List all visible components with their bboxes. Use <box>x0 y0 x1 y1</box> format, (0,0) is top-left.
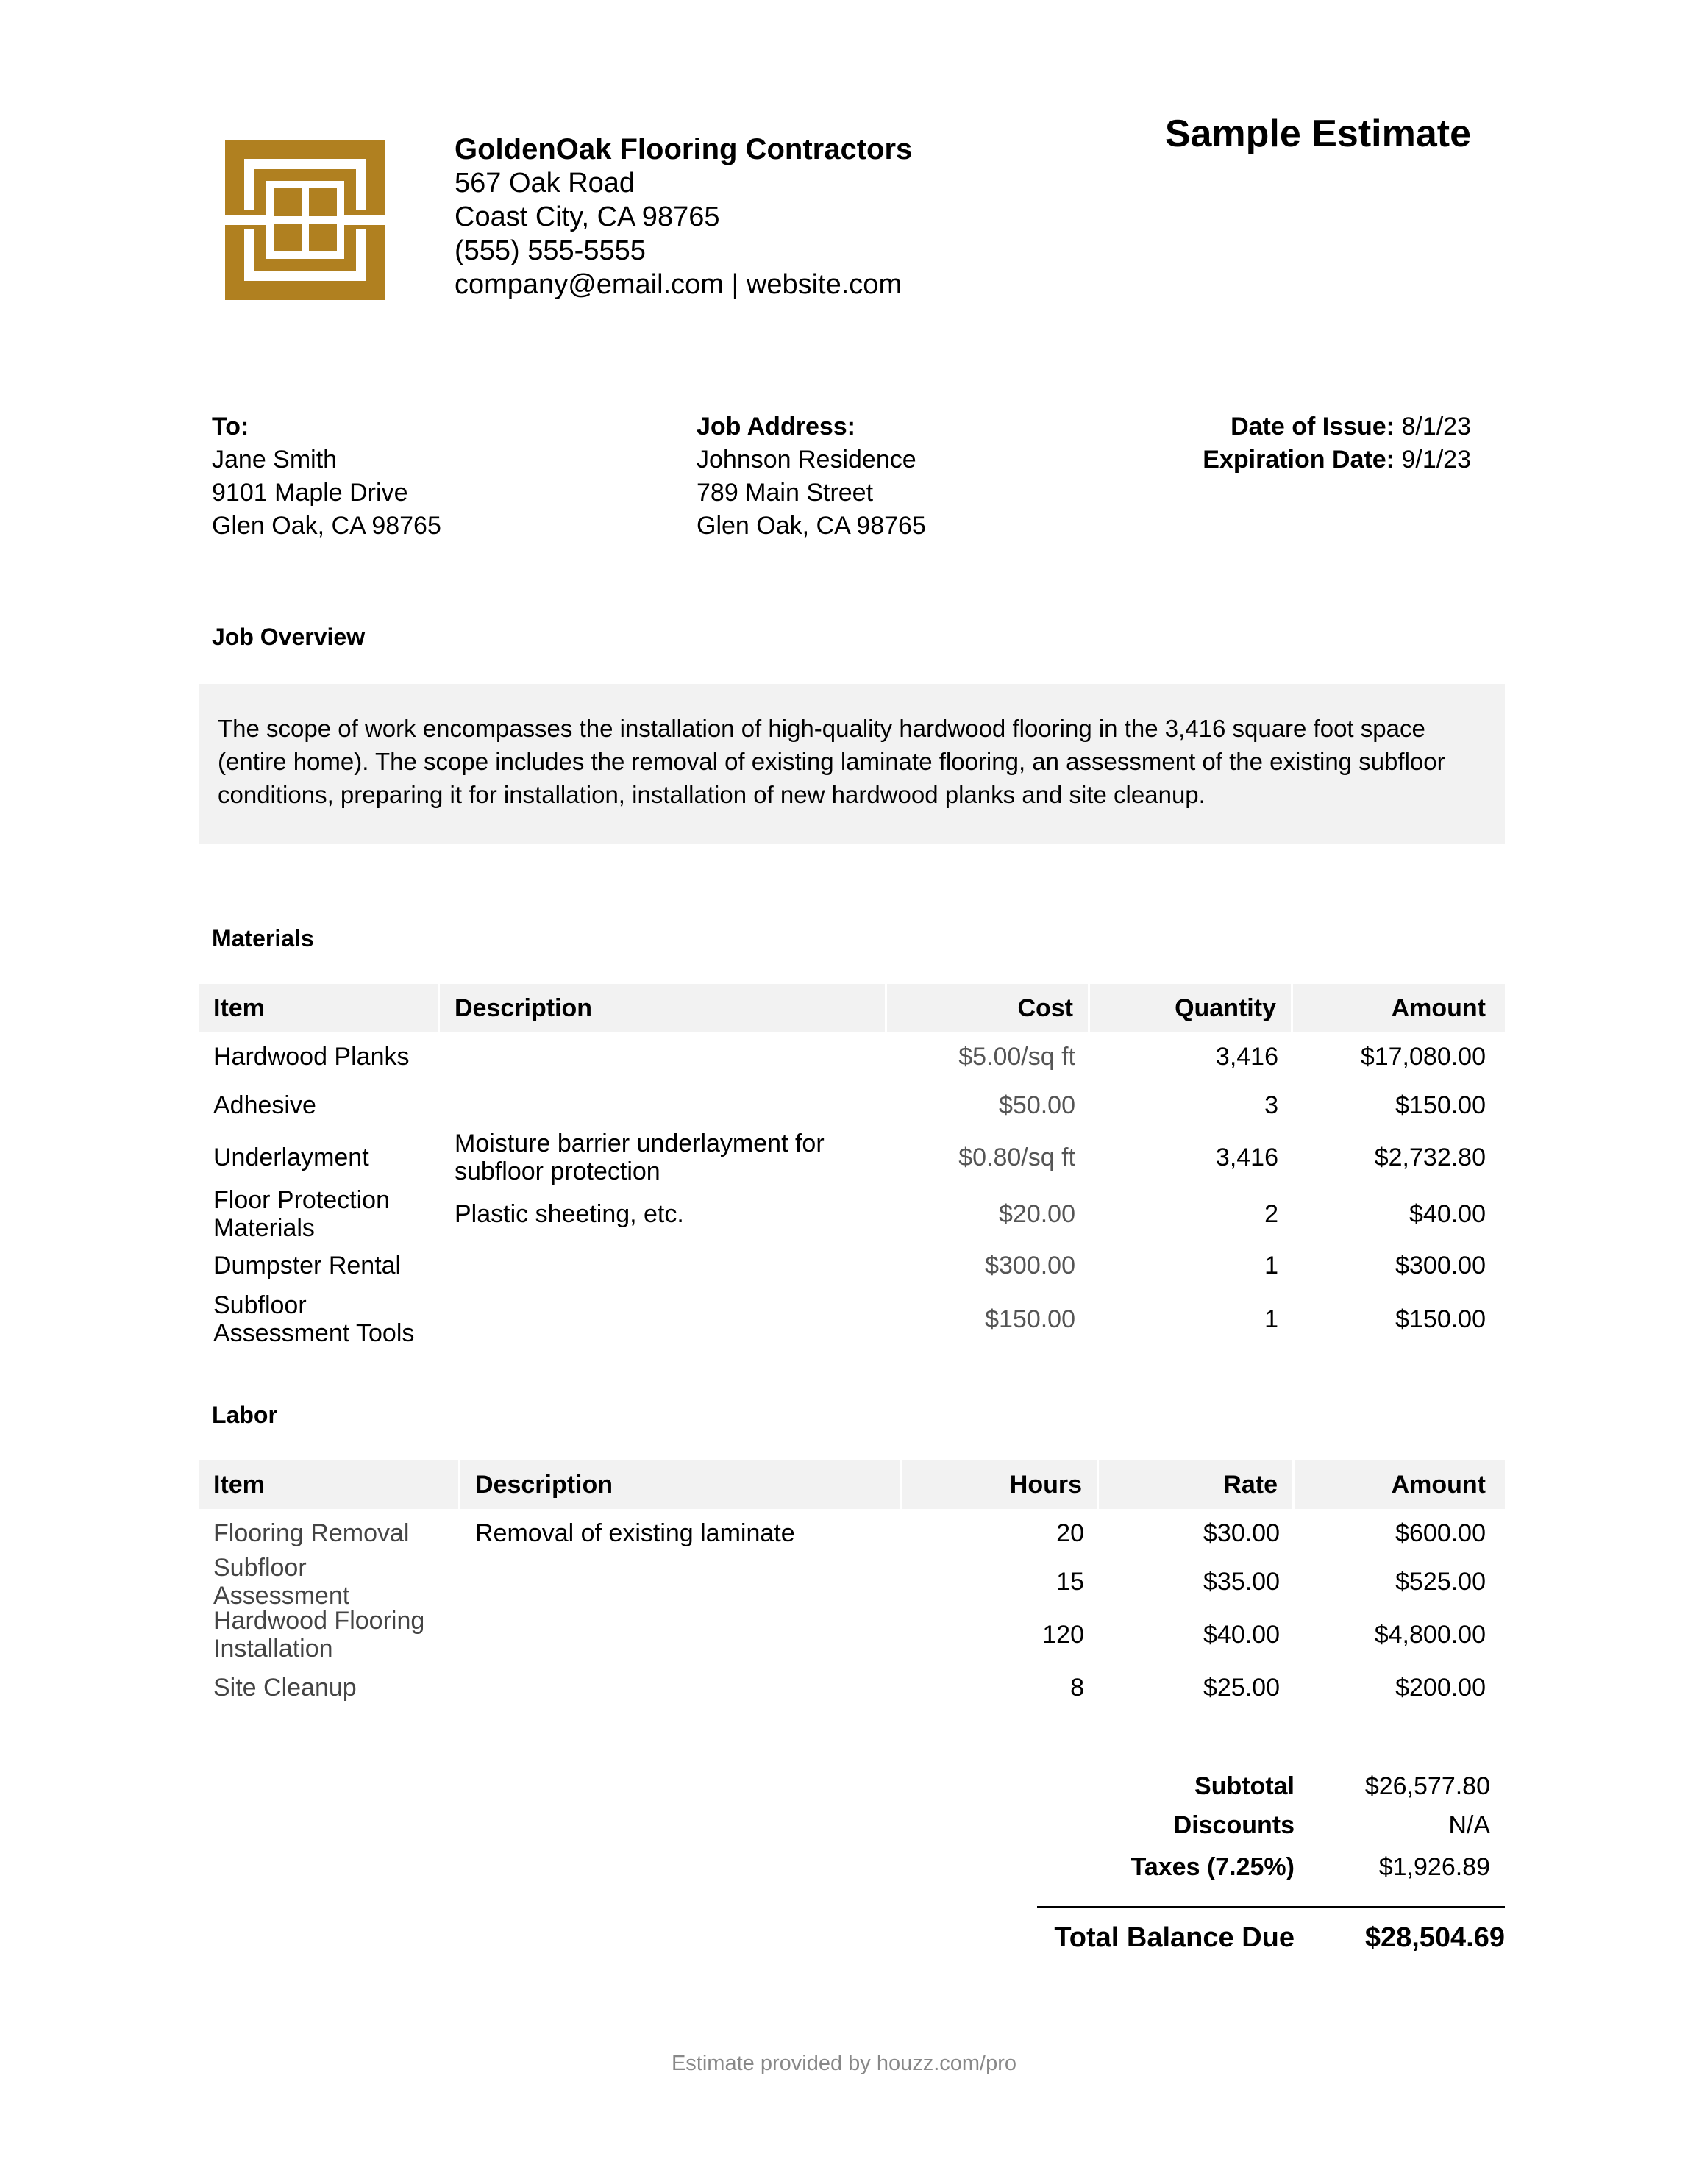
labor-rate-text: $25.00 <box>1203 1674 1280 1702</box>
labor-cell-rate <box>1099 1568 1295 1596</box>
materials-row <box>199 1081 1505 1130</box>
date-of-issue-value: 8/1/23 <box>1401 413 1471 440</box>
labor-cell-amount <box>1295 1519 1505 1547</box>
materials-table <box>199 984 1505 1350</box>
materials-item-text: Hardwood Planks <box>213 1043 410 1071</box>
materials-cell-cost <box>887 1043 1090 1071</box>
materials-cell-quantity <box>1090 1252 1293 1280</box>
materials-cost-text: $150.00 <box>985 1305 1075 1333</box>
labor-amount-text: $4,800.00 <box>1374 1621 1486 1649</box>
labor-cell-hours <box>902 1519 1099 1547</box>
company-logo <box>225 140 385 300</box>
labor-item-text: Flooring Removal <box>213 1519 410 1547</box>
footer-credit: Estimate provided by houzz.com/pro <box>671 2052 1017 2075</box>
materials-cost-text: $20.00 <box>999 1200 1075 1228</box>
materials-cell-item <box>199 1143 440 1171</box>
materials-cell-cost <box>887 1200 1090 1228</box>
labor-amount-text: $200.00 <box>1395 1674 1486 1702</box>
job-address-street: 789 Main Street <box>697 479 874 507</box>
labor-amount-text: $525.00 <box>1395 1568 1486 1596</box>
materials-quantity-text: 1 <box>1264 1252 1278 1280</box>
labor-amount-text: $600.00 <box>1395 1519 1486 1547</box>
labor-header-row <box>199 1460 1505 1509</box>
materials-cell-amount <box>1293 1091 1505 1119</box>
materials-cell-item <box>199 1186 440 1242</box>
totals-divider <box>1037 1906 1505 1908</box>
labor-hours-text: 8 <box>1070 1674 1084 1702</box>
materials-col-quantity: Quantity <box>1090 984 1293 1032</box>
labor-item-text: Site Cleanup <box>213 1674 357 1702</box>
materials-cell-amount <box>1293 1252 1505 1280</box>
labor-table <box>199 1460 1505 1712</box>
labor-col-description: Description <box>460 1460 902 1509</box>
labor-col-hours: Hours <box>902 1460 1099 1509</box>
labor-col-rate: Rate <box>1099 1460 1295 1509</box>
job-overview-title: Job Overview <box>212 624 366 650</box>
labor-description-text: Removal of existing laminate <box>475 1519 795 1547</box>
total-balance-label: Total Balance Due <box>1054 1922 1295 1953</box>
materials-cell-quantity <box>1090 1091 1293 1119</box>
materials-item-text: Dumpster Rental <box>213 1252 402 1280</box>
job-address-name: Johnson Residence <box>697 446 916 474</box>
company-address-line2: Coast City, CA 98765 <box>455 201 720 232</box>
materials-cell-quantity <box>1090 1043 1293 1071</box>
job-address-heading: Job Address: <box>697 413 856 440</box>
subtotal-label: Subtotal <box>1194 1772 1295 1800</box>
labor-cell-hours <box>902 1674 1099 1702</box>
materials-cell-description <box>440 1200 887 1228</box>
expiration-date <box>1203 443 1471 477</box>
materials-row <box>199 1288 1505 1350</box>
materials-amount-text: $2,732.80 <box>1374 1143 1486 1171</box>
job-address-city: Glen Oak, CA 98765 <box>697 512 926 540</box>
labor-cell-item <box>199 1554 460 1610</box>
materials-cell-cost <box>887 1252 1090 1280</box>
expiration-date-label: Expiration Date: <box>1203 446 1395 474</box>
labor-rate-text: $35.00 <box>1203 1568 1280 1596</box>
company-info <box>455 132 912 301</box>
materials-description-text: Plastic sheeting, etc. <box>455 1200 684 1228</box>
labor-cell-item <box>199 1519 460 1547</box>
date-of-issue <box>1203 410 1471 443</box>
materials-cell-item <box>199 1291 440 1347</box>
job-overview-text: The scope of work encompasses the installation of high-quality hardwood flooring in the 3,416 square foot space (entire home). The scope includes the removal of existing laminate flooring, an assessment of the existing subfloor conditions, preparing it for installation, installation of new hardwood planks and site cleanup. <box>199 684 1505 844</box>
materials-col-item: Item <box>199 984 440 1032</box>
materials-cell-quantity <box>1090 1143 1293 1171</box>
labor-cell-amount <box>1295 1621 1505 1649</box>
labor-cell-hours <box>902 1621 1099 1649</box>
bill-to-city: Glen Oak, CA 98765 <box>212 512 441 540</box>
bill-to-name: Jane Smith <box>212 446 338 474</box>
materials-cost-text: $0.80/sq ft <box>958 1143 1075 1171</box>
materials-cell-item <box>199 1091 440 1119</box>
labor-hours-text: 20 <box>1056 1519 1084 1547</box>
materials-cell-amount <box>1293 1143 1505 1171</box>
materials-amount-text: $150.00 <box>1395 1091 1486 1119</box>
materials-col-description: Description <box>440 984 887 1032</box>
materials-title: Materials <box>212 925 314 952</box>
materials-cell-amount <box>1293 1043 1505 1071</box>
materials-quantity-text: 2 <box>1264 1200 1278 1228</box>
materials-description-text: Moisture barrier underlayment for subfloor protection <box>455 1130 825 1185</box>
materials-cell-cost <box>887 1143 1090 1171</box>
labor-cell-rate <box>1099 1519 1295 1547</box>
materials-item-text: Adhesive <box>213 1091 316 1119</box>
labor-cell-rate <box>1099 1674 1295 1702</box>
labor-cell-description <box>460 1519 902 1547</box>
materials-row <box>199 1185 1505 1243</box>
labor-row <box>199 1509 1505 1557</box>
bill-to-street: 9101 Maple Drive <box>212 479 408 507</box>
materials-cost-text: $5.00/sq ft <box>958 1043 1075 1071</box>
total-balance-value: $28,504.69 <box>1364 1922 1505 1953</box>
labor-cell-amount <box>1295 1568 1505 1596</box>
taxes-label: Taxes (7.25%) <box>1130 1853 1295 1881</box>
labor-hours-text: 120 <box>1042 1621 1084 1649</box>
materials-cell-cost <box>887 1091 1090 1119</box>
labor-row <box>199 1663 1505 1712</box>
materials-col-cost: Cost <box>887 984 1090 1032</box>
company-contact: company@email.com | website.com <box>455 269 902 300</box>
labor-cell-item <box>199 1607 460 1663</box>
materials-item-text: Subfloor Assessment Tools <box>213 1291 415 1347</box>
labor-rate-text: $40.00 <box>1203 1621 1280 1649</box>
materials-quantity-text: 3,416 <box>1215 1043 1278 1071</box>
materials-amount-text: $40.00 <box>1409 1200 1486 1228</box>
subtotal-value: $26,577.80 <box>1364 1772 1490 1800</box>
materials-cell-amount <box>1293 1200 1505 1228</box>
materials-item-text: Floor Protection Materials <box>213 1186 390 1242</box>
labor-row <box>199 1554 1505 1610</box>
company-phone: (555) 555-5555 <box>455 235 646 266</box>
materials-cell-item <box>199 1252 440 1280</box>
labor-item-text: Hardwood Flooring Installation <box>213 1607 425 1663</box>
labor-cell-amount <box>1295 1674 1505 1702</box>
materials-cell-cost <box>887 1305 1090 1333</box>
bill-to-block <box>212 410 441 543</box>
materials-cell-item <box>199 1043 440 1071</box>
materials-col-amount: Amount <box>1391 993 1486 1022</box>
company-address-line1: 567 Oak Road <box>455 168 635 199</box>
materials-quantity-text: 3 <box>1264 1091 1278 1119</box>
materials-row <box>199 1032 1505 1081</box>
labor-item-text: Subfloor Assessment <box>213 1554 350 1610</box>
materials-quantity-text: 3,416 <box>1215 1143 1278 1171</box>
materials-cell-description <box>440 1130 887 1185</box>
labor-rate-text: $30.00 <box>1203 1519 1280 1547</box>
document-title: Sample Estimate <box>1164 113 1471 155</box>
taxes-value: $1,926.89 <box>1378 1853 1490 1881</box>
job-address-block <box>697 410 926 543</box>
materials-row <box>199 1243 1505 1288</box>
materials-quantity-text: 1 <box>1264 1305 1278 1333</box>
labor-cell-item <box>199 1674 460 1702</box>
materials-cell-amount <box>1293 1305 1505 1333</box>
labor-col-amount: Amount <box>1391 1470 1486 1499</box>
materials-cost-text: $300.00 <box>985 1252 1075 1280</box>
materials-cell-quantity <box>1090 1200 1293 1228</box>
dates-block <box>1203 410 1471 477</box>
materials-cell-quantity <box>1090 1305 1293 1333</box>
labor-row <box>199 1606 1505 1663</box>
materials-amount-text: $300.00 <box>1395 1252 1486 1280</box>
materials-amount-text: $150.00 <box>1395 1305 1486 1333</box>
bill-to-heading: To: <box>212 413 249 440</box>
labor-cell-rate <box>1099 1621 1295 1649</box>
date-of-issue-label: Date of Issue: <box>1231 413 1395 440</box>
materials-row <box>199 1130 1505 1185</box>
discounts-value: N/A <box>1448 1811 1490 1839</box>
discounts-label: Discounts <box>1173 1811 1295 1839</box>
materials-amount-text: $17,080.00 <box>1360 1043 1486 1071</box>
materials-item-text: Underlayment <box>213 1143 369 1171</box>
labor-hours-text: 15 <box>1056 1568 1084 1596</box>
materials-cost-text: $50.00 <box>999 1091 1075 1119</box>
labor-title: Labor <box>212 1402 277 1428</box>
materials-header-row <box>199 984 1505 1032</box>
expiration-date-value: 9/1/23 <box>1401 446 1471 474</box>
labor-col-item: Item <box>199 1460 460 1509</box>
labor-cell-hours <box>902 1568 1099 1596</box>
company-name: GoldenOak Flooring Contractors <box>455 133 913 165</box>
